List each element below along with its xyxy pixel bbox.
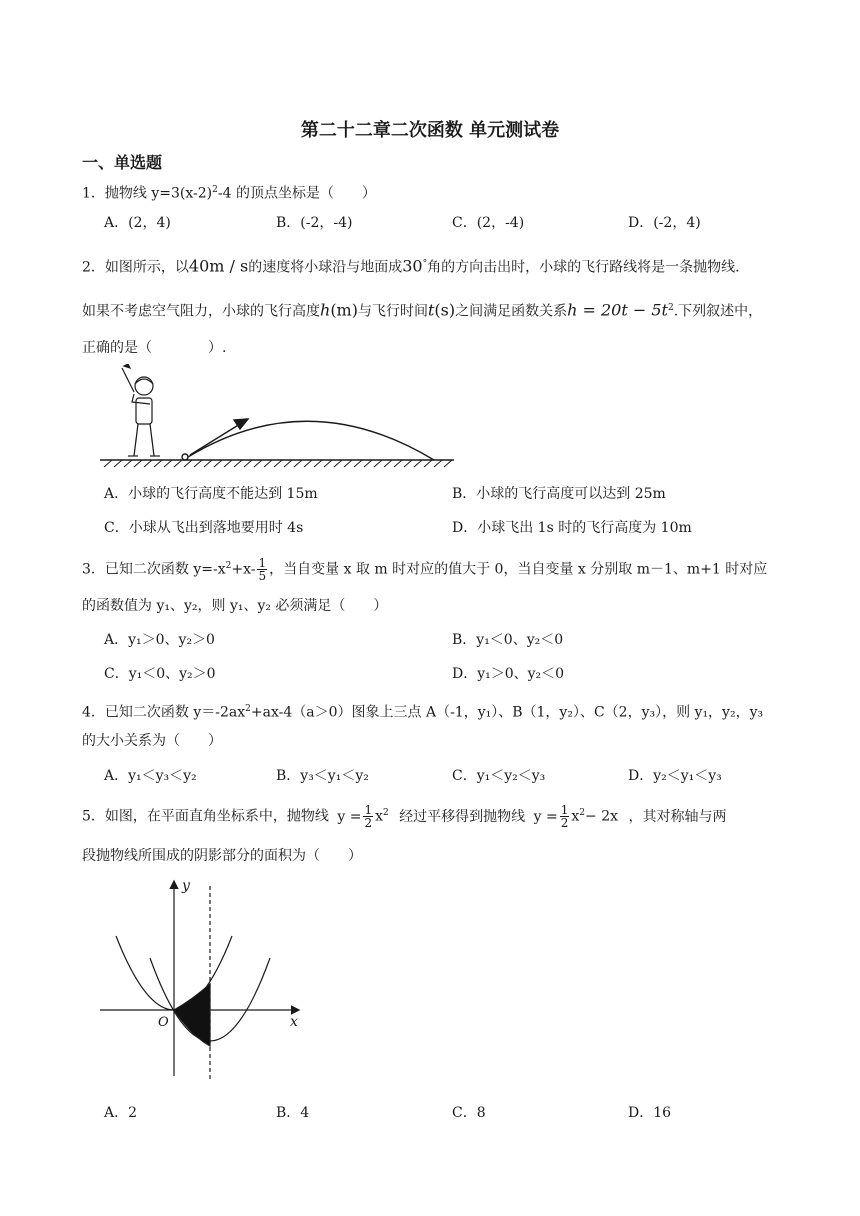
golfer-drawing <box>122 364 160 456</box>
q5-option-c: C．8 <box>452 1105 486 1121</box>
question-5-stem-line2: 段抛物线所围成的阴影部分的面积为（ ） <box>82 848 362 864</box>
fraction-one-half: $\frac{1}{2}$ <box>560 803 569 831</box>
origin-label: O <box>158 1015 169 1030</box>
question-2-stem-line2: 如果不考虑空气阻力，小球的飞行高度h(m)与飞行时间t(s)之间满足函数关系$h = 20t - 5t^2$.下列叙述中， <box>82 300 763 320</box>
question-4-stem-line2: 的大小关系为（ ） <box>82 733 222 749</box>
x-axis-label: x <box>290 1014 298 1030</box>
q2-option-a: A．小球的飞行高度不能达到 15m <box>104 486 318 502</box>
parabola-shading-figure <box>98 876 308 1088</box>
question-1-stem: 1．抛物线 $y=3(x-2)^2-4$ 的顶点坐标是（ ） <box>82 185 376 202</box>
ground-hatching <box>104 460 452 467</box>
q5-option-d: D．16 <box>628 1105 672 1121</box>
q4-option-b: B．y₃＜y₁＜y₂ <box>276 768 369 784</box>
q4-option-c: C．y₁＜y₂＜y₃ <box>452 768 546 784</box>
q3-option-a: A．y₁＞0、y₂＞0 <box>104 632 215 648</box>
q2-option-c: C．小球从飞出到落地要用时 4s <box>104 520 304 536</box>
q1-option-d: D．(-2，4) <box>628 215 701 231</box>
question-3-stem-line1: 3．已知二次函数 $y=-x^2+x-$ $\frac{1}{5}$ ，当自变量 x 取 m 时对应的值大于 0，当自变量 x 分别取 m－1、m+1 时对应 <box>82 556 768 584</box>
y-axis-label: y <box>182 878 190 894</box>
question-3-stem-line2: 的函数值为 y₁、y₂，则 y₁、y₂ 必须满足（ ） <box>82 598 388 614</box>
section-heading: 一、单选题 <box>82 153 163 172</box>
direction-arrow-shaft <box>190 424 240 455</box>
q3-option-d: D．y₁＞0、y₂＜0 <box>452 666 565 682</box>
q1-option-a: A．(2，4) <box>104 215 171 231</box>
q4-option-a: A．y₁＜y₃＜y₂ <box>104 768 197 784</box>
q2-option-b: B．小球的飞行高度可以达到 25m <box>452 486 666 502</box>
q3-option-c: C．y₁＜0、y₂＞0 <box>104 666 216 682</box>
q4-option-d: D．y₂＜y₁＜y₃ <box>628 768 722 784</box>
trajectory-arc <box>188 421 434 460</box>
question-5-stem-line1: 5．如图，在平面直角坐标系中，抛物线 y = $\frac{1}{2}$ $x^2$ 经过平移得到抛物线 y = $\frac{1}{2}$ $x^2- 2x$ ，其对称轴与两 <box>82 803 727 831</box>
ball <box>182 454 188 460</box>
q1-option-b: B．(-2，-4) <box>276 215 353 231</box>
direction-arrow-head <box>234 419 248 429</box>
golfer-trajectory-figure <box>98 364 458 468</box>
q5-option-b: B．4 <box>276 1105 310 1121</box>
question-4-stem-line1: 4．已知二次函数 $y=-2ax^2+ax-4(a>0)$图象上三点 A（-1，y₁）、B（1，y₂）、C（2，y₃），则 y₁，y₂，y₃ <box>82 704 764 721</box>
q2-option-d: D．小球飞出 1s 时的飞行高度为 10m <box>452 520 692 536</box>
page-title: 第二十二章二次函数 单元测试卷 <box>300 120 560 141</box>
q3-option-b: B．y₁＜0、y₂＜0 <box>452 632 564 648</box>
q1-option-c: C．(2，-4) <box>452 215 525 231</box>
fraction-one-half: $\frac{1}{2}$ <box>364 803 373 831</box>
question-2-stem-line3: 正确的是（ ）. <box>82 340 227 356</box>
shaded-region <box>174 984 210 1046</box>
question-2-stem-line1: 2．如图所示，以40m / s的速度将小球沿与地面成30°角的方向击出时，小球的飞行路线将是一条抛物线. <box>82 256 740 276</box>
q5-option-a: A．2 <box>104 1105 138 1121</box>
fraction-one-fifth: $\frac{1}{5}$ <box>258 556 267 584</box>
